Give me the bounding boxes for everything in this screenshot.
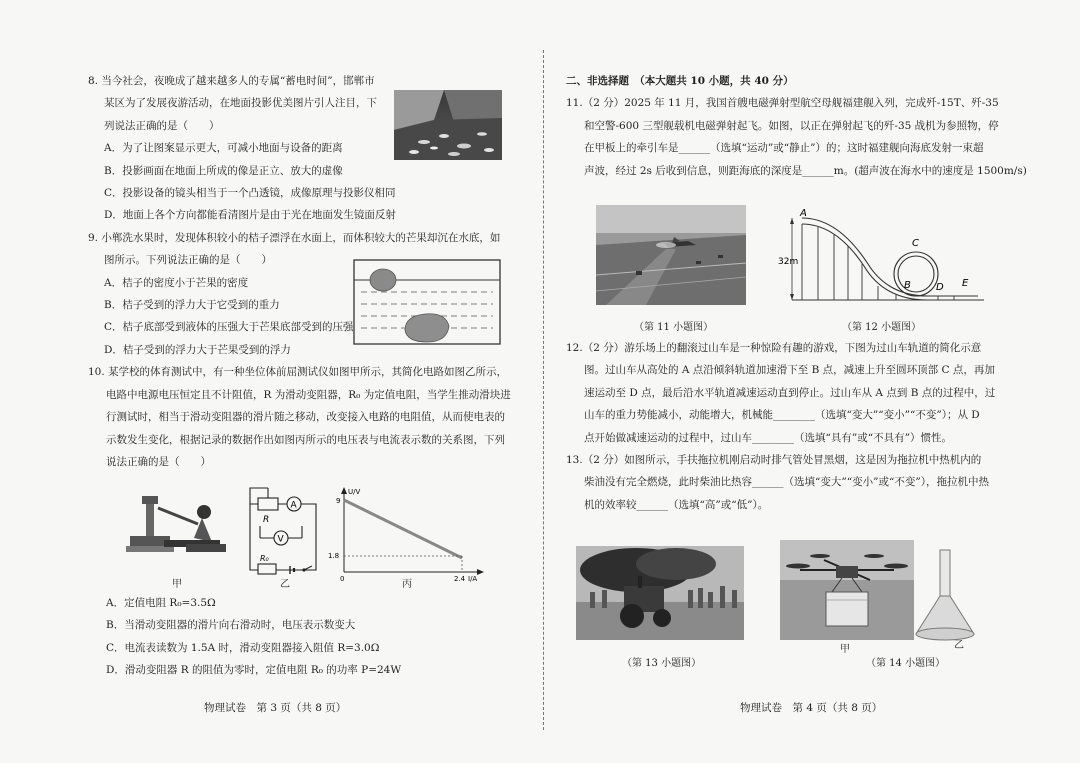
q10-options bbox=[88, 592, 524, 682]
q10-fig-bing-label: 丙 bbox=[402, 579, 412, 590]
q10-line: 10. 某学校的体育测试中，有一种坐位体前屈测试仪如图甲所示，其简化电路如图乙所示， bbox=[88, 366, 508, 379]
left-page-footer: 物理试卷 第 3 页（共 8 页） bbox=[204, 702, 347, 714]
q14-fig-jia-label: 甲 bbox=[840, 644, 850, 655]
track-label-b: B bbox=[904, 280, 911, 291]
q14-funnel-figure bbox=[914, 548, 994, 648]
q8-option-c: C．投影设备的镜头相当于一个凸透镜，成像原理与投影仪相同 bbox=[104, 187, 396, 200]
q14-caption: （第 14 小题图） bbox=[866, 658, 946, 669]
voltmeter-symbol: V bbox=[277, 534, 284, 545]
q12-caption: （第 12 小题图） bbox=[842, 322, 922, 333]
q12-text bbox=[566, 337, 1008, 516]
q12-line: 速运动至 D 点，最后沿水平轨道减速运动直到停止。过山车从 A 点到 B 点的过程中，过 bbox=[584, 386, 996, 399]
graph-x-end: 2.4 bbox=[454, 575, 466, 583]
q11-caption: （第 11 小题图） bbox=[634, 322, 714, 333]
q9-option-b: B．桔子受到的浮力大于它受到的重力 bbox=[104, 299, 280, 312]
q8-option-b: B．投影画面在地面上所成的像是正立、放大的虚像 bbox=[104, 164, 343, 177]
q14-fig-yi-label: 乙 bbox=[954, 640, 964, 651]
q10-line: 示数发生变化，根据记录的数据作出如图丙所示的电压表与电流表示数的关系图，下列 bbox=[106, 433, 505, 446]
q12-line: 山车的重力势能减小，动能增大，机械能________（选填“变大”“变小”“不变”）；从 D bbox=[584, 409, 980, 422]
q10-line: 说法正确的是（ ） bbox=[106, 455, 211, 468]
q8-projection-photo bbox=[394, 90, 502, 160]
ammeter-symbol: A bbox=[290, 500, 297, 511]
q10-option-b: B．当滑动变阻器的滑片向右滑动时，电压表示数变大 bbox=[106, 619, 356, 632]
circuit-label-r0: R₀ bbox=[260, 554, 269, 563]
page-divider bbox=[543, 50, 544, 730]
q9-option-c: C．桔子底部受到液体的压强大于芒果底部受到的压强 bbox=[104, 321, 354, 334]
q11-line: 在甲板上的牵引车是______（选填“运动”或“静止”）的；这时福建舰向海底发射一束超 bbox=[584, 142, 984, 155]
q10-fig-jia-label: 甲 bbox=[172, 579, 182, 590]
q12-line: 图。过山车从高处的 A 点沿倾斜轨道加速滑下至 B 点，减速上升至圆环顶部 C 点，再加 bbox=[584, 364, 995, 377]
q10-fig-bing-graph bbox=[326, 484, 486, 584]
q11-line: 和空警-600 三型舰载机电磁弹射起飞。如图，以正在弹射起飞的歼-35 战机为参照物，停 bbox=[584, 119, 999, 132]
q13-line: 机的效率较______（选填“高”或“低”）。 bbox=[584, 498, 769, 511]
mango-shape bbox=[405, 314, 449, 342]
q11-line: 声波，经过 2s 后收到信息，则距海底的深度是______m。(超声波在海水中的速度是 1500m/s) bbox=[584, 164, 1027, 177]
q11-carrier-photo bbox=[596, 205, 746, 305]
q13-line: 13.（2 分）如图所示，手扶拖拉机刚启动时排气管处冒黑烟，这是因为拖拉机中热机内的 bbox=[566, 454, 982, 467]
q8-option-a: A．为了让图案显示更大，可减小地面与设备的距离 bbox=[104, 142, 343, 155]
track-label-c: C bbox=[912, 238, 919, 249]
right-page-footer: 物理试卷 第 4 页（共 8 页） bbox=[740, 702, 883, 714]
section-title: 二、非选择题 （本大题共 10 小题，共 40 分） bbox=[566, 75, 794, 87]
q8-line: 列说法正确的是（ ） bbox=[104, 119, 220, 132]
track-label-d: D bbox=[936, 282, 944, 293]
graph-y-mid: 1.8 bbox=[328, 552, 340, 560]
q10-option-a: A．定值电阻 R₀=3.5Ω bbox=[106, 597, 216, 609]
orange-shape bbox=[370, 269, 396, 291]
q10-option-c: C．电流表读数为 1.5A 时，滑动变阻器接入阻值 R=3.0Ω bbox=[106, 641, 380, 654]
q13-line: 柴油没有完全燃烧，此时柴油比热容______（选填“变大”“变小”或“不变”），拖拉机中热 bbox=[584, 476, 989, 489]
track-label-a: A bbox=[800, 208, 807, 219]
graph-ylabel: U/V bbox=[348, 488, 361, 496]
q10-option-d: D．滑动变阻器 R 的阻值为零时，定值电阻 R₀ 的功率 P=24W bbox=[106, 664, 402, 677]
q9-option-a: A．桔子的密度小于芒果的密度 bbox=[104, 276, 249, 289]
track-label-e: E bbox=[962, 278, 969, 289]
q10-fig-yi-label: 乙 bbox=[280, 579, 290, 590]
q12-line: 12.（2 分）游乐场上的翻滚过山车是一种惊险有趣的游戏，下图为过山车轨道的简化示意 bbox=[566, 342, 982, 354]
track-height-label: 32m bbox=[778, 257, 799, 267]
graph-y-top: 9 bbox=[336, 497, 341, 505]
q9-option-d: D．桔子受到的浮力大于芒果受到的浮力 bbox=[104, 343, 291, 356]
q9-line: 9. 小郸洗水果时，发现体积较小的桔子漂浮在水面上，而体积较大的芒果却沉在水底，如 bbox=[88, 231, 501, 244]
q8-option-d: D．地面上各个方向都能看清图片是由于光在地面发生镜面反射 bbox=[104, 209, 396, 222]
q8-line: 某区为了发展夜游活动，在地面投影优美图片引人注目，下 bbox=[104, 97, 377, 110]
graph-origin: 0 bbox=[340, 575, 345, 583]
right-page bbox=[566, 70, 1027, 182]
q10-fig-yi-circuit bbox=[246, 480, 320, 576]
q10-line: 电路中电源电压恒定且不计阻值，R 为滑动变阻器，R₀ 为定值电阻，当学生推动滑块进 bbox=[106, 388, 511, 401]
graph-xlabel: I/A bbox=[468, 575, 478, 583]
q11-line: 11.（2 分）2025 年 11 月，我国首艘电磁弹射型航空母舰福建舰入列，完成歼-15T、歼-35 bbox=[566, 97, 999, 110]
q9-line: 图所示。下列说法正确的是（ ） bbox=[104, 254, 272, 267]
q8-line: 8. 当今社会，夜晚成了越来越多人的专属“蓄电时间”，邯郸市 bbox=[88, 75, 375, 87]
circuit-label-r: R bbox=[263, 515, 270, 525]
q13-caption: （第 13 小题图） bbox=[622, 658, 702, 669]
q12-rollercoaster-figure bbox=[778, 204, 988, 306]
q10-fig-jia-photo bbox=[124, 486, 232, 566]
q10-line: 行测试时，相当于滑动变阻器的滑片随之移动，改变接入电路的电阻值，从而使电表的 bbox=[106, 411, 505, 424]
q13-tractor-photo bbox=[576, 546, 744, 640]
q12-line: 点开始做减速运动的过程中，过山车________（选填“具有”或“不具有”）惯性。 bbox=[584, 431, 952, 444]
q9-fruit-container-figure bbox=[353, 258, 501, 346]
u-i-line bbox=[344, 500, 462, 558]
q14-drone-photo bbox=[780, 540, 914, 640]
